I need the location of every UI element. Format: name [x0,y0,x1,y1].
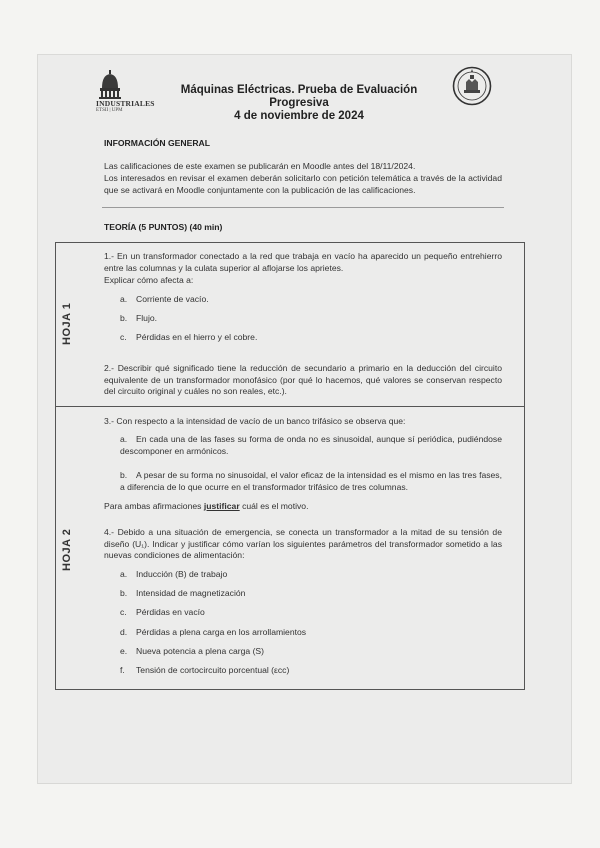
q1-item-b [120,313,157,325]
info-paragraph-2: Los interesados en revisar el examen deberán solicitarlo con petición telemática a través de la actividad que se activará en Moodle conjuntamente con la publicación de las calificaciones. [104,173,502,195]
question-4: 4.- Debido a una situación de emergencia, se conecta un transformador a la mitad de su tensión de diseño (U₁). Indicar y justificar cómo varían los siguientes parámetros del transformador sometido a las nuevas condiciones de alimentación: [104,527,502,560]
university-seal [452,66,492,106]
q3-instruction-pre: Para ambas afirmaciones [104,501,202,511]
title-line-2: 4 de noviembre de 2024 [234,110,364,122]
q3-item-b-letter: b. [120,470,128,480]
q3-item-a-text: En cada una de las fases su forma de onda no es sinusoidal, aunque sí periódica, pudiéndose descomponer en armónicos. [120,434,502,456]
q4-item-b [120,588,245,600]
q4-item-a [120,569,227,581]
q3-item-b-text: A pesar de su forma no sinusoidal, el valor eficaz de la intensidad es el mismo en las tres fases, a diferencia de lo que ocurre en el transformador trifásico de tres columnas. [120,470,502,492]
logo-text: INDUSTRIALES [96,99,155,108]
industriales-logo [96,70,156,112]
q1-item-a-text: Corriente de vacío. [136,294,209,304]
q1-item-c-text: Pérdidas en el hierro y el cobre. [136,332,258,342]
q4-item-a-text: Inducción (B) de trabajo [136,569,228,579]
q3-item-a-letter: a. [120,434,128,444]
q3-instruction-justify: justificar [203,501,240,511]
q4-item-f-letter: f. [120,665,125,675]
question-3-instruction [104,501,308,513]
q1-item-a-letter: a. [120,294,128,304]
dome-icon [98,70,122,100]
q1-item-b-letter: b. [120,313,128,323]
q4-item-d-text: Pérdidas a plena carga en los arrollamientos [136,627,307,637]
q3-item-a [120,434,502,457]
sheet-2-label: HOJA 2 [61,528,73,571]
q1-item-a [120,294,209,306]
q4-item-c-text: Pérdidas en vacío [136,607,205,617]
q4-item-c-letter: c. [120,607,127,617]
general-info-heading: INFORMACIÓN GENERAL [104,138,210,148]
sheet-1-label: HOJA 1 [61,302,73,345]
question-3: 3.- Con respecto a la intensidad de vacío de un banco trifásico se observa que: [104,416,406,426]
q3-instruction-post: cuál es el motivo. [242,501,309,511]
theory-heading: TEORÍA (5 PUNTOS) (40 min) [104,222,223,232]
q4-item-d [120,627,306,639]
q4-item-d-letter: d. [120,627,128,637]
q4-item-b-letter: b. [120,588,128,598]
q4-item-f-text: Tensión de cortocircuito porcentual (εcc) [136,665,290,675]
q4-item-e [120,646,264,658]
q4-item-c [120,607,205,619]
question-1-prompt: Explicar cómo afecta a: [104,275,194,285]
q1-item-b-text: Flujo. [136,313,158,323]
q4-item-f [120,665,289,677]
question-1: 1.- En un transformador conectado a la red que trabaja en vacío ha aparecido un pequeño entrehierro entre las columnas y la culata superior al aflojarse los aprietes. [104,251,502,273]
logo-subtext: ETSII | UPM [96,108,123,113]
q3-item-b [120,470,502,493]
title-line-1: Máquinas Eléctricas. Prueba de Evaluación Progresiva [180,84,418,109]
divider [102,207,504,208]
question-2: 2.- Describir qué significado tiene la reducción de secundario a primario en la deducción del circuito equivalente de un transformador monofásico (por qué lo hacemos, qué valores se conservan respecto del circuito original y cuáles no son reales, etc.). [104,363,502,396]
q4-item-e-text: Nueva potencia a plena carga (S) [136,646,265,656]
info-paragraph-1: Las calificaciones de este examen se publicarán en Moodle antes del 18/11/2024. [104,161,416,171]
page-title [160,84,438,123]
q1-item-c-letter: c. [120,332,127,342]
q1-item-c [120,332,257,344]
q4-item-b-text: Intensidad de magnetización [136,588,246,598]
page-bottom-edge [38,783,571,784]
seal-icon [452,66,492,106]
q4-item-a-letter: a. [120,569,128,579]
q4-item-e-letter: e. [120,646,128,656]
